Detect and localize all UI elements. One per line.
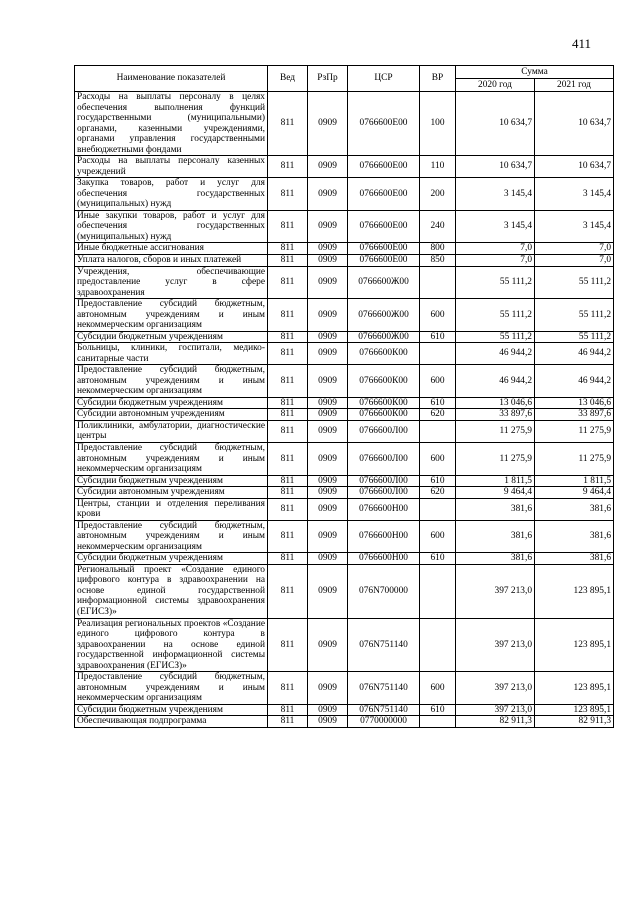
row-amount-2021: 11 275,9 [535, 443, 614, 476]
row-name: Иные закупки товаров, работ и услуг для обеспечения государственных (муниципальных) нужд [75, 210, 268, 243]
row-vr: 800 [420, 243, 456, 255]
row-ved: 811 [268, 564, 308, 618]
row-amount-2021: 381,6 [535, 553, 614, 565]
row-amount-2021: 3 145,4 [535, 210, 614, 243]
row-vr: 620 [420, 409, 456, 421]
row-vr: 610 [420, 553, 456, 565]
table-body [75, 92, 614, 728]
row-name: Субсидии автономным учреждениям [75, 409, 268, 421]
row-amount-2021: 10 634,7 [535, 92, 614, 156]
table-row [75, 397, 614, 409]
row-ved: 811 [268, 618, 308, 672]
row-ved: 811 [268, 443, 308, 476]
table-row [75, 243, 614, 255]
row-amount-2021: 123 895,1 [535, 618, 614, 672]
row-rzpr: 0909 [308, 266, 348, 299]
row-csr: 0766600Н00 [348, 498, 420, 520]
row-amount-2020: 82 911,3 [456, 716, 535, 728]
row-vr: 620 [420, 487, 456, 499]
table-row [75, 553, 614, 565]
row-vr: 100 [420, 92, 456, 156]
row-rzpr: 0909 [308, 178, 348, 211]
row-amount-2020: 381,6 [456, 553, 535, 565]
row-name: Субсидии автономным учреждениям [75, 487, 268, 499]
row-ved: 811 [268, 420, 308, 442]
table-row [75, 299, 614, 332]
row-ved: 811 [268, 716, 308, 728]
row-vr: 610 [420, 397, 456, 409]
row-ved: 811 [268, 487, 308, 499]
row-rzpr: 0909 [308, 420, 348, 442]
row-ved: 811 [268, 178, 308, 211]
table-row [75, 210, 614, 243]
row-ved: 811 [268, 243, 308, 255]
row-name: Предоставление субсидий бюджетным, автономным учреждениям и иным некоммерческим организациям [75, 365, 268, 398]
row-amount-2021: 13 046,6 [535, 397, 614, 409]
row-amount-2020: 10 634,7 [456, 92, 535, 156]
table-row [75, 520, 614, 553]
row-rzpr: 0909 [308, 409, 348, 421]
table-row [75, 487, 614, 499]
row-name: Расходы на выплаты персоналу казенных учреждений [75, 156, 268, 178]
table-row [75, 254, 614, 266]
row-rzpr: 0909 [308, 210, 348, 243]
row-amount-2020: 397 213,0 [456, 704, 535, 716]
row-rzpr: 0909 [308, 553, 348, 565]
row-vr [420, 420, 456, 442]
row-amount-2020: 11 275,9 [456, 420, 535, 442]
table-row [75, 475, 614, 487]
row-rzpr: 0909 [308, 704, 348, 716]
row-name: Поликлиники, амбулатории, диагностические центры [75, 420, 268, 442]
row-amount-2020: 397 213,0 [456, 564, 535, 618]
row-vr: 600 [420, 520, 456, 553]
row-csr: 0766600Е00 [348, 178, 420, 211]
row-amount-2021: 123 895,1 [535, 672, 614, 705]
row-csr: 0766600Н00 [348, 553, 420, 565]
row-rzpr: 0909 [308, 716, 348, 728]
row-ved: 811 [268, 365, 308, 398]
row-vr: 610 [420, 704, 456, 716]
row-vr: 600 [420, 443, 456, 476]
row-csr: 0766600Е00 [348, 243, 420, 255]
row-ved: 811 [268, 331, 308, 343]
table-row [75, 331, 614, 343]
table-row [75, 266, 614, 299]
table-row [75, 443, 614, 476]
row-name: Уплата налогов, сборов и иных платежей [75, 254, 268, 266]
row-csr: 0766600Л00 [348, 420, 420, 442]
row-name: Центры, станции и отделения переливания крови [75, 498, 268, 520]
row-csr: 0766600К00 [348, 397, 420, 409]
row-amount-2020: 1 811,5 [456, 475, 535, 487]
row-name: Субсидии бюджетным учреждениям [75, 397, 268, 409]
row-rzpr: 0909 [308, 243, 348, 255]
row-rzpr: 0909 [308, 343, 348, 365]
row-name: Субсидии бюджетным учреждениям [75, 475, 268, 487]
row-amount-2021: 381,6 [535, 520, 614, 553]
row-name: Субсидии бюджетным учреждениям [75, 331, 268, 343]
row-csr: 076N700000 [348, 564, 420, 618]
row-ved: 811 [268, 266, 308, 299]
row-vr: 600 [420, 672, 456, 705]
row-name: Предоставление субсидий бюджетным, автономным учреждениям и иным некоммерческим организациям [75, 672, 268, 705]
row-amount-2020: 397 213,0 [456, 618, 535, 672]
row-amount-2021: 55 111,2 [535, 266, 614, 299]
row-amount-2020: 11 275,9 [456, 443, 535, 476]
table-row [75, 704, 614, 716]
row-csr: 0766600Л00 [348, 475, 420, 487]
row-csr: 0766600К00 [348, 365, 420, 398]
row-amount-2020: 7,0 [456, 243, 535, 255]
row-amount-2021: 46 944,2 [535, 365, 614, 398]
header-csr: ЦСР [348, 66, 420, 92]
header-rzpr: РзПр [308, 66, 348, 92]
row-vr [420, 266, 456, 299]
row-ved: 811 [268, 156, 308, 178]
row-vr: 610 [420, 331, 456, 343]
row-rzpr: 0909 [308, 254, 348, 266]
row-rzpr: 0909 [308, 520, 348, 553]
row-ved: 811 [268, 704, 308, 716]
header-year-2020: 2020 год [456, 79, 535, 92]
row-vr [420, 498, 456, 520]
row-rzpr: 0909 [308, 475, 348, 487]
row-name: Обеспечивающая подпрограмма [75, 716, 268, 728]
row-csr: 076N751140 [348, 704, 420, 716]
row-amount-2020: 397 213,0 [456, 672, 535, 705]
row-ved: 811 [268, 397, 308, 409]
row-ved: 811 [268, 254, 308, 266]
row-csr: 0766600Ж00 [348, 331, 420, 343]
table-row [75, 92, 614, 156]
header-sum: Сумма [456, 66, 614, 79]
row-ved: 811 [268, 520, 308, 553]
row-amount-2020: 55 111,2 [456, 299, 535, 332]
row-name: Предоставление субсидий бюджетным, автономным учреждениям и иным некоммерческим организациям [75, 443, 268, 476]
row-ved: 811 [268, 299, 308, 332]
row-amount-2020: 55 111,2 [456, 331, 535, 343]
row-rzpr: 0909 [308, 397, 348, 409]
row-ved: 811 [268, 672, 308, 705]
row-name: Предоставление субсидий бюджетным, автономным учреждениям и иным некоммерческим организациям [75, 299, 268, 332]
row-csr: 0770000000 [348, 716, 420, 728]
row-amount-2020: 7,0 [456, 254, 535, 266]
row-amount-2021: 1 811,5 [535, 475, 614, 487]
row-csr: 0766600К00 [348, 343, 420, 365]
row-amount-2020: 46 944,2 [456, 343, 535, 365]
row-amount-2021: 7,0 [535, 254, 614, 266]
row-ved: 811 [268, 553, 308, 565]
row-amount-2020: 9 464,4 [456, 487, 535, 499]
row-vr: 600 [420, 365, 456, 398]
row-vr [420, 716, 456, 728]
row-name: Субсидии бюджетным учреждениям [75, 553, 268, 565]
row-csr: 0766600Ж00 [348, 299, 420, 332]
row-rzpr: 0909 [308, 498, 348, 520]
header-vr: ВР [420, 66, 456, 92]
table-row [75, 564, 614, 618]
row-csr: 0766600Н00 [348, 520, 420, 553]
row-csr: 0766600Л00 [348, 487, 420, 499]
row-amount-2021: 123 895,1 [535, 704, 614, 716]
row-name: Субсидии бюджетным учреждениям [75, 704, 268, 716]
row-amount-2020: 381,6 [456, 498, 535, 520]
row-vr: 600 [420, 299, 456, 332]
row-amount-2021: 82 911,3 [535, 716, 614, 728]
row-amount-2021: 55 111,2 [535, 331, 614, 343]
table-row [75, 409, 614, 421]
row-name: Региональный проект «Создание единого цифрового контура в здравоохранении на основе единой государственной информационной системы здравоохранения (ЕГИСЗ)» [75, 564, 268, 618]
row-csr: 076N751140 [348, 618, 420, 672]
row-amount-2021: 7,0 [535, 243, 614, 255]
row-ved: 811 [268, 475, 308, 487]
row-amount-2020: 46 944,2 [456, 365, 535, 398]
budget-table [74, 65, 614, 728]
row-rzpr: 0909 [308, 443, 348, 476]
table-row [75, 716, 614, 728]
row-name: Иные бюджетные ассигнования [75, 243, 268, 255]
row-amount-2020: 55 111,2 [456, 266, 535, 299]
table-row [75, 618, 614, 672]
row-amount-2021: 123 895,1 [535, 564, 614, 618]
row-vr: 240 [420, 210, 456, 243]
row-csr: 0766600Е00 [348, 156, 420, 178]
row-vr [420, 564, 456, 618]
row-amount-2020: 33 897,6 [456, 409, 535, 421]
row-name: Больницы, клиники, госпитали, медико-санитарные части [75, 343, 268, 365]
row-amount-2020: 381,6 [456, 520, 535, 553]
row-rzpr: 0909 [308, 299, 348, 332]
table-row [75, 178, 614, 211]
row-amount-2021: 11 275,9 [535, 420, 614, 442]
row-amount-2021: 9 464,4 [535, 487, 614, 499]
page-number: 411 [572, 36, 592, 51]
row-amount-2021: 10 634,7 [535, 156, 614, 178]
row-rzpr: 0909 [308, 564, 348, 618]
row-csr: 0766600Е00 [348, 92, 420, 156]
row-amount-2020: 10 634,7 [456, 156, 535, 178]
row-vr [420, 618, 456, 672]
row-rzpr: 0909 [308, 331, 348, 343]
row-vr: 200 [420, 178, 456, 211]
row-ved: 811 [268, 343, 308, 365]
row-rzpr: 0909 [308, 672, 348, 705]
row-amount-2021: 33 897,6 [535, 409, 614, 421]
row-amount-2021: 46 944,2 [535, 343, 614, 365]
table-row [75, 365, 614, 398]
row-name: Предоставление субсидий бюджетным, автономным учреждениям и иным некоммерческим организациям [75, 520, 268, 553]
table-row [75, 156, 614, 178]
row-vr [420, 343, 456, 365]
row-ved: 811 [268, 92, 308, 156]
row-vr: 850 [420, 254, 456, 266]
row-vr: 110 [420, 156, 456, 178]
row-amount-2021: 381,6 [535, 498, 614, 520]
row-rzpr: 0909 [308, 365, 348, 398]
row-csr: 0766600Ж00 [348, 266, 420, 299]
row-amount-2020: 3 145,4 [456, 210, 535, 243]
row-ved: 811 [268, 210, 308, 243]
row-csr: 0766600Е00 [348, 210, 420, 243]
row-rzpr: 0909 [308, 92, 348, 156]
table-row [75, 420, 614, 442]
row-amount-2021: 3 145,4 [535, 178, 614, 211]
header-name: Наименование показателей [75, 66, 268, 92]
row-rzpr: 0909 [308, 487, 348, 499]
row-amount-2021: 55 111,2 [535, 299, 614, 332]
row-name: Реализация региональных проектов «Создание единого цифрового контура в здравоохранении на основе единой государственной информационной системы здравоохранения (ЕГИСЗ)» [75, 618, 268, 672]
row-amount-2020: 3 145,4 [456, 178, 535, 211]
row-ved: 811 [268, 498, 308, 520]
table-row [75, 498, 614, 520]
row-name: Закупка товаров, работ и услуг для обеспечения государственных (муниципальных) нужд [75, 178, 268, 211]
row-name: Учреждения, обеспечивающие предоставление услуг в сфере здравоохранения [75, 266, 268, 299]
row-csr: 076N751140 [348, 672, 420, 705]
row-vr: 610 [420, 475, 456, 487]
row-amount-2020: 13 046,6 [456, 397, 535, 409]
header-year-2021: 2021 год [535, 79, 614, 92]
row-rzpr: 0909 [308, 618, 348, 672]
table-row [75, 672, 614, 705]
row-csr: 0766600Е00 [348, 254, 420, 266]
row-ved: 811 [268, 409, 308, 421]
header-ved: Вед [268, 66, 308, 92]
row-name: Расходы на выплаты персоналу в целях обеспечения выполнения функций государственными (муниципальными) органами, казенными учреждениями, органами управления государственными внебюджетными фондами [75, 92, 268, 156]
row-csr: 0766600К00 [348, 409, 420, 421]
row-csr: 0766600Л00 [348, 443, 420, 476]
row-rzpr: 0909 [308, 156, 348, 178]
table-row [75, 343, 614, 365]
